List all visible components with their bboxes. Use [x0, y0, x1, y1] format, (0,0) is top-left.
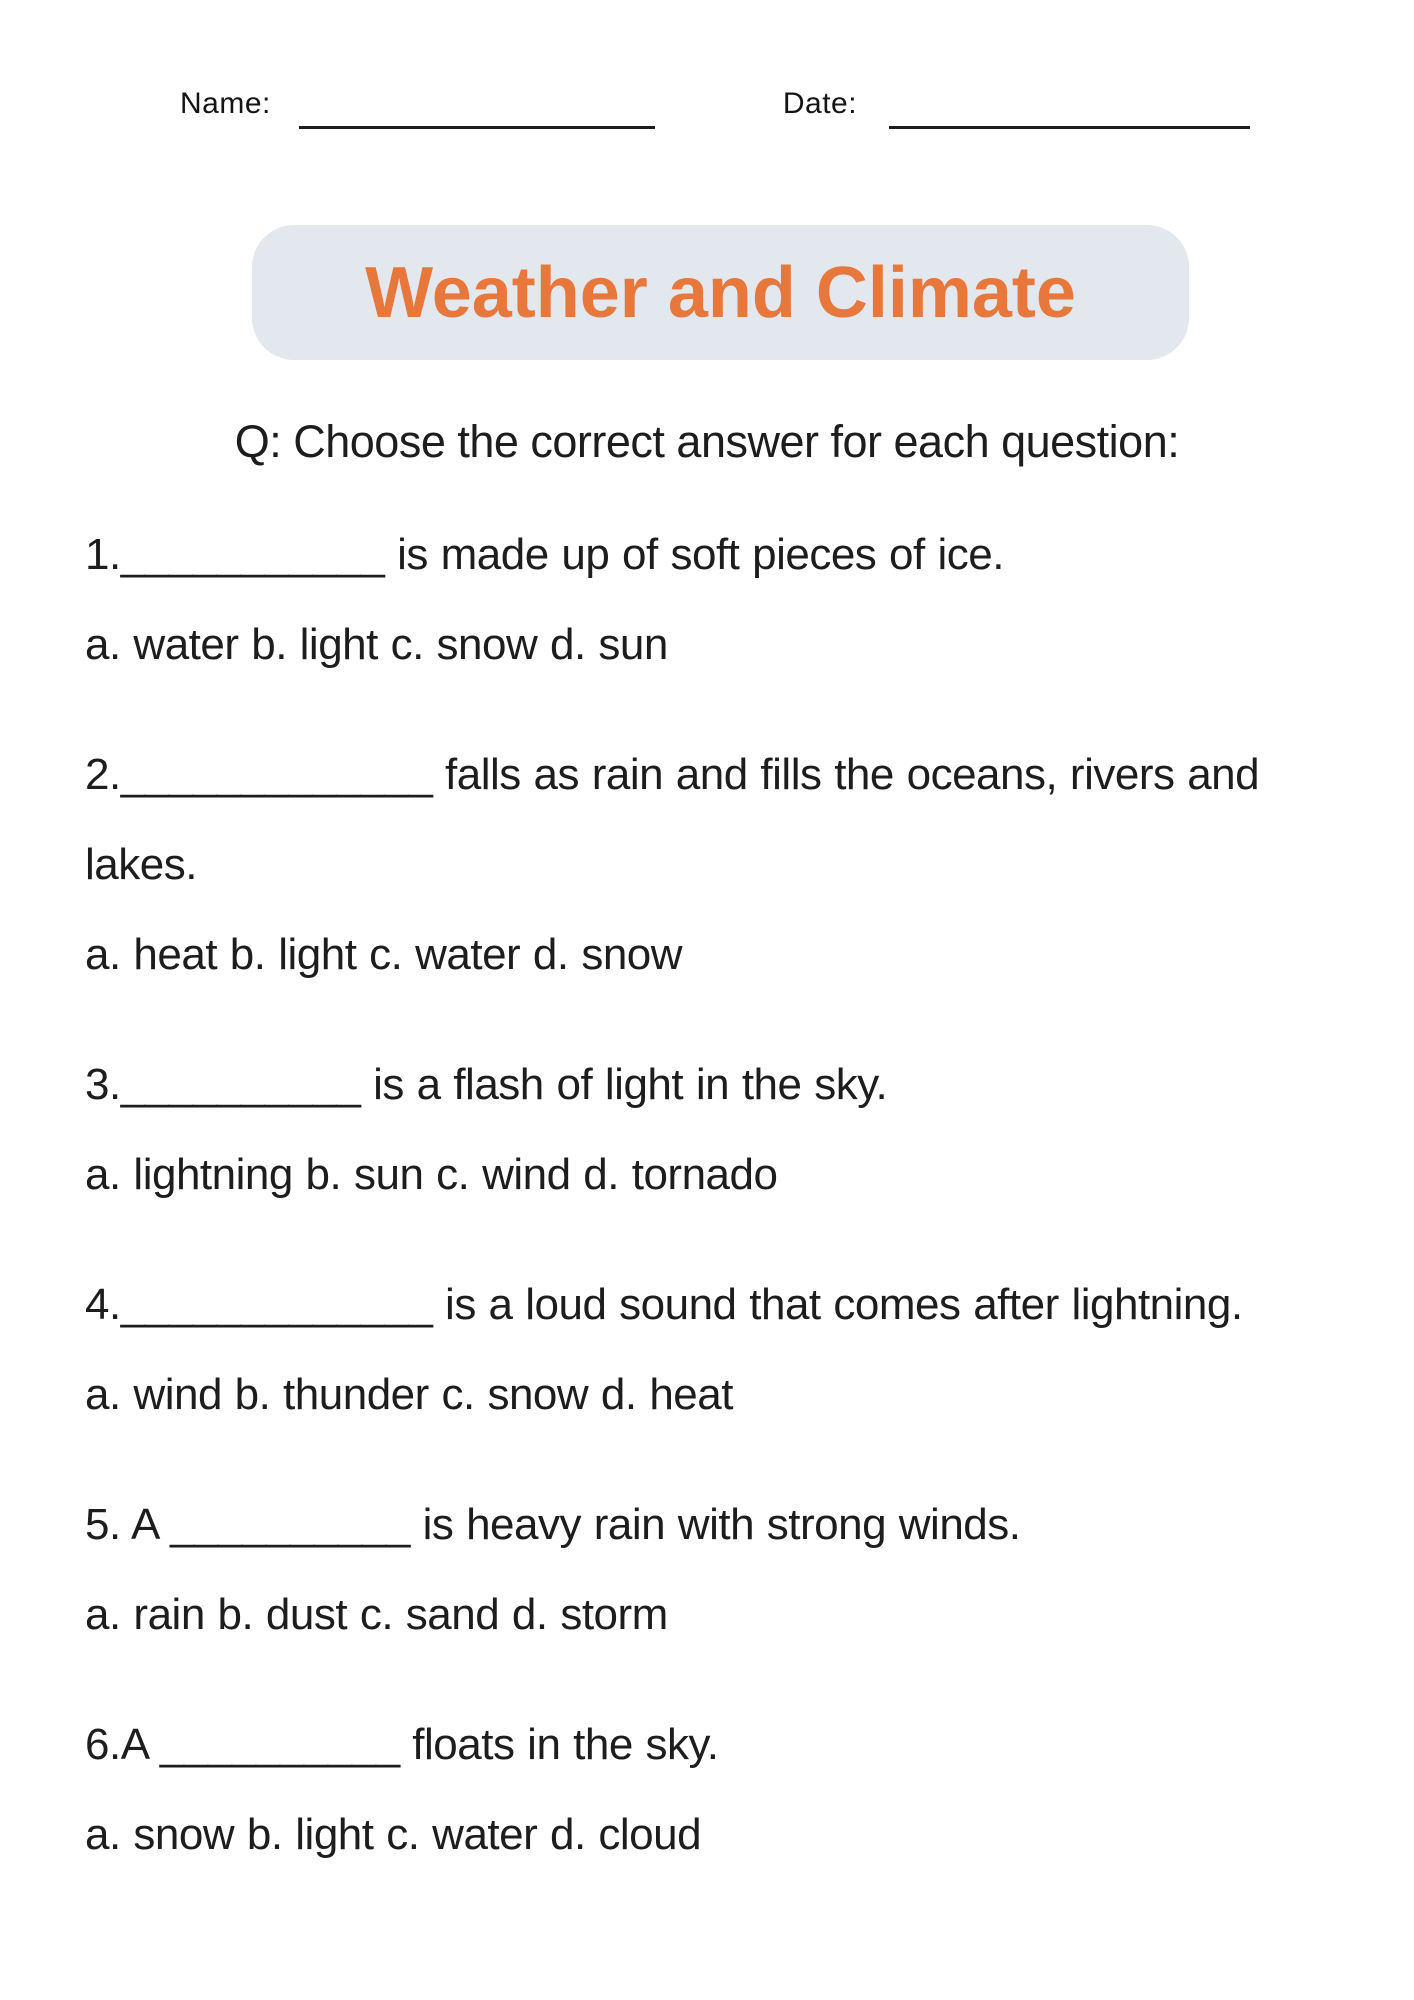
question-2 — [85, 730, 1365, 1000]
question-1 — [85, 510, 1365, 690]
date-label: Date: — [782, 87, 858, 120]
question-text: 2._____________ falls as rain and fills the oceans, rivers and lakes. — [85, 750, 1260, 889]
question-3 — [85, 1040, 1365, 1220]
question-options: a. heat b. light c. water d. snow — [85, 930, 683, 979]
question-5 — [85, 1480, 1365, 1660]
title-banner — [252, 225, 1189, 360]
question-text: 5. A __________ is heavy rain with strong winds. — [85, 1500, 1021, 1549]
header-row — [180, 84, 1250, 121]
question-6 — [85, 1700, 1365, 1880]
name-blank-line — [299, 92, 655, 129]
question-text: 4._____________ is a loud sound that comes after lightning. — [85, 1280, 1243, 1329]
question-list — [85, 510, 1365, 1920]
page-title: Weather and Climate — [365, 252, 1076, 333]
question-text: 1.___________ is made up of soft pieces of ice. — [85, 530, 1004, 579]
name-label: Name: — [180, 87, 271, 120]
question-options: a. lightning b. sun c. wind d. tornado — [85, 1150, 778, 1199]
question-4 — [85, 1260, 1365, 1440]
question-options: a. water b. light c. snow d. sun — [85, 620, 668, 669]
question-options: a. wind b. thunder c. snow d. heat — [85, 1370, 733, 1419]
question-options: a. snow b. light c. water d. cloud — [85, 1810, 702, 1859]
question-options: a. rain b. dust c. sand d. storm — [85, 1590, 668, 1639]
date-blank-line — [889, 92, 1250, 129]
question-text: 3.__________ is a flash of light in the sky. — [85, 1060, 888, 1109]
question-text: 6.A __________ floats in the sky. — [85, 1720, 719, 1769]
instructions-prompt: Q: Choose the correct answer for each question: — [234, 416, 1180, 467]
